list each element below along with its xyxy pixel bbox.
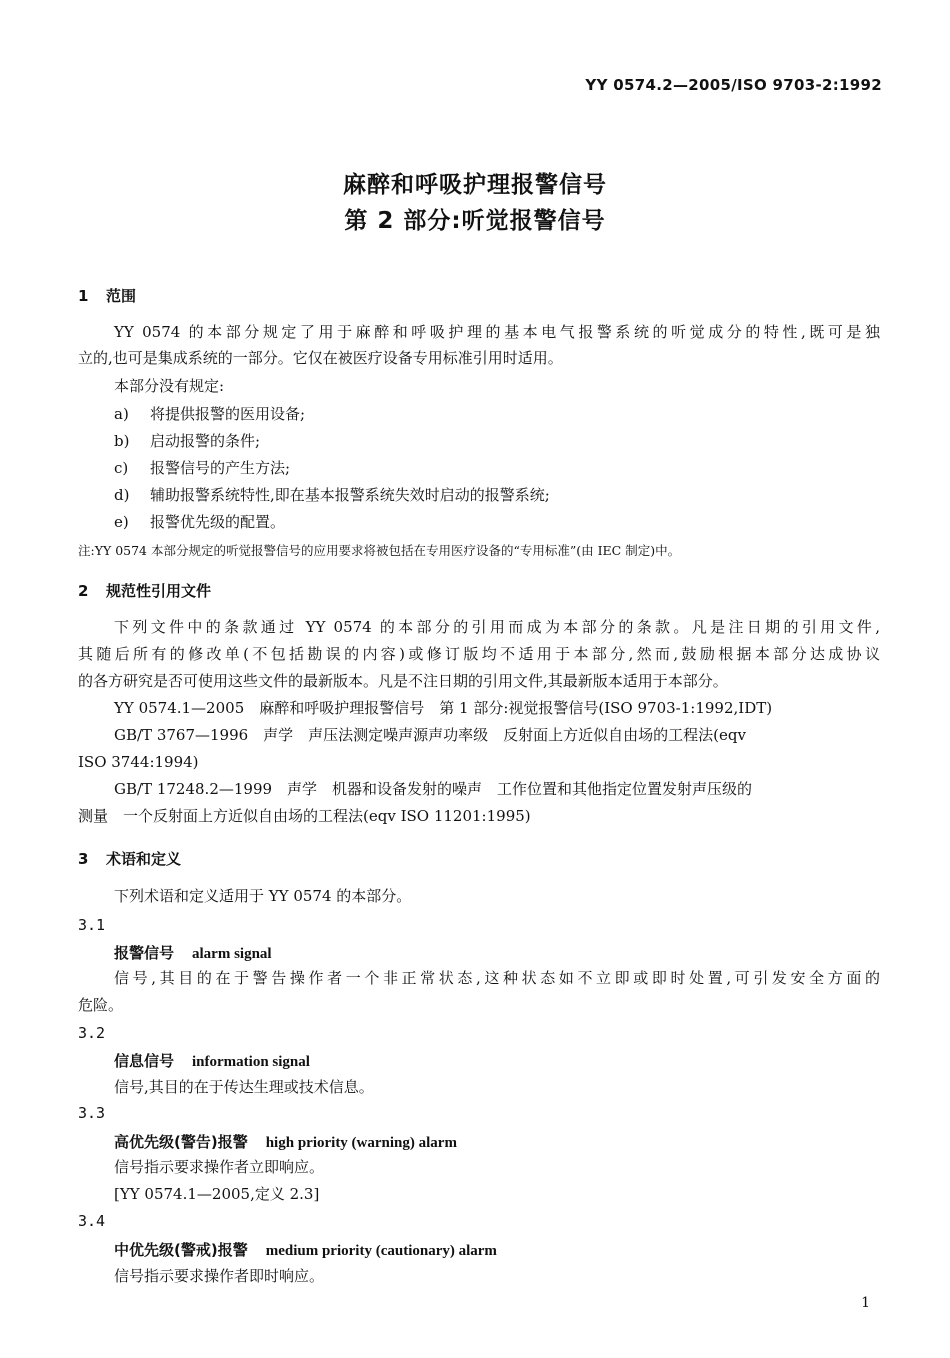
section-number: 1 bbox=[78, 287, 89, 305]
list-item-label: e) bbox=[114, 513, 129, 531]
term-english: alarm signal bbox=[192, 946, 272, 962]
list-item-text: 启动报警的条件; bbox=[150, 432, 261, 450]
term-english: information signal bbox=[192, 1054, 310, 1070]
paragraph-line: YY 0574 的本部分规定了用于麻醉和呼吸护理的基本电气报警系统的听觉成分的特性,既可是独 bbox=[114, 323, 880, 341]
list-item-label: d) bbox=[114, 486, 130, 504]
list-item-text: 辅助报警系统特性,即在基本报警系统失效时启动的报警系统; bbox=[150, 486, 550, 504]
section-number: 3 bbox=[78, 850, 89, 868]
term-number: 3.4 bbox=[78, 1212, 106, 1230]
list-item bbox=[114, 512, 285, 532]
section-title: 术语和定义 bbox=[106, 850, 182, 868]
list-item-label: c) bbox=[114, 459, 129, 477]
term-english: medium priority (cautionary) alarm bbox=[265, 1243, 497, 1259]
section-3-heading bbox=[78, 848, 181, 869]
reference-item-cont: 测量 一个反射面上方近似自由场的工程法(eqv ISO 11201:1995) bbox=[78, 807, 531, 825]
reference-item-cont: ISO 3744:1994) bbox=[78, 753, 199, 771]
paragraph-line: 下列文件中的条款通过 YY 0574 的本部分的引用而成为本部分的条款。凡是注日期的引用文件, bbox=[114, 618, 880, 636]
document-title-line2: 第 2 部分:听觉报警信号 bbox=[344, 208, 606, 234]
paragraph-line: 本部分没有规定: bbox=[114, 377, 225, 395]
section-title: 范围 bbox=[106, 287, 137, 305]
list-item-text: 报警信号的产生方法; bbox=[150, 459, 291, 477]
reference-item: GB/T 17248.2—1999 声学 机器和设备发射的噪声 工作位置和其他指定位置发射声压级的 bbox=[114, 780, 753, 798]
term-chinese: 高优先级(警告)报警 bbox=[114, 1133, 248, 1151]
paragraph-line: 下列术语和定义适用于 YY 0574 的本部分。 bbox=[114, 887, 412, 905]
paragraph-line: 立的,也可是集成系统的一部分。它仅在被医疗设备专用标准引用时适用。 bbox=[78, 349, 563, 367]
reference-item: GB/T 3767—1996 声学 声压法测定噪声源声功率级 反射面上方近似自由场的工程法(eqv bbox=[114, 726, 746, 744]
list-item-text: 将提供报警的医用设备; bbox=[150, 405, 306, 423]
page-number: 1 bbox=[861, 1295, 870, 1311]
list-item bbox=[114, 458, 290, 478]
list-item-text: 报警优先级的配置。 bbox=[150, 513, 286, 531]
term-definition: 信号指示要求操作者即时响应。 bbox=[114, 1267, 325, 1285]
paragraph-line: 其随后所有的修改单(不包括勘误的内容)或修订版均不适用于本部分,然而,鼓励根据本部分达成协议 bbox=[78, 645, 880, 663]
list-item-label: b) bbox=[114, 432, 130, 450]
term-chinese: 报警信号 bbox=[114, 944, 175, 962]
term-heading bbox=[114, 1239, 497, 1260]
section-number: 2 bbox=[78, 582, 89, 600]
note: 注:YY 0574 本部分规定的听觉报警信号的应用要求将被包括在专用医疗设备的“专用标准”(由 IEC 制定)中。 bbox=[78, 543, 681, 558]
term-definition: 信号指示要求操作者立即响应。 bbox=[114, 1158, 325, 1176]
term-definition: 信号,其目的在于警告操作者一个非正常状态,这种状态如不立即或即时处置,可引发安全方面的 bbox=[114, 969, 880, 987]
list-item bbox=[114, 431, 260, 451]
term-chinese: 信息信号 bbox=[114, 1052, 175, 1070]
list-item bbox=[114, 404, 305, 424]
document-title-line1: 麻醉和呼吸护理报警信号 bbox=[343, 172, 607, 198]
term-heading bbox=[114, 1050, 310, 1071]
term-definition: 信号,其目的在于传达生理或技术信息。 bbox=[114, 1078, 374, 1096]
section-2-heading bbox=[78, 580, 211, 601]
term-chinese: 中优先级(警戒)报警 bbox=[114, 1241, 248, 1259]
paragraph-line: 的各方研究是否可使用这些文件的最新版本。凡是不注日期的引用文件,其最新版本适用于本部分。 bbox=[78, 672, 728, 690]
term-number: 3.3 bbox=[78, 1104, 106, 1122]
term-definition: 危险。 bbox=[78, 996, 124, 1014]
section-1-heading bbox=[78, 285, 136, 306]
term-heading bbox=[114, 1131, 457, 1152]
term-number: 3.1 bbox=[78, 916, 106, 934]
standard-code: YY 0574.2—2005/ISO 9703-2:1992 bbox=[585, 76, 882, 94]
list-item-label: a) bbox=[114, 405, 129, 423]
section-title: 规范性引用文件 bbox=[106, 582, 212, 600]
term-number: 3.2 bbox=[78, 1024, 106, 1042]
term-english: high priority (warning) alarm bbox=[265, 1135, 457, 1151]
term-heading bbox=[114, 942, 272, 963]
reference-item: YY 0574.1—2005 麻醉和呼吸护理报警信号 第 1 部分:视觉报警信号(ISO 9703-1:1992,IDT) bbox=[114, 699, 773, 717]
list-item bbox=[114, 485, 550, 505]
term-source: [YY 0574.1—2005,定义 2.3] bbox=[114, 1185, 320, 1203]
